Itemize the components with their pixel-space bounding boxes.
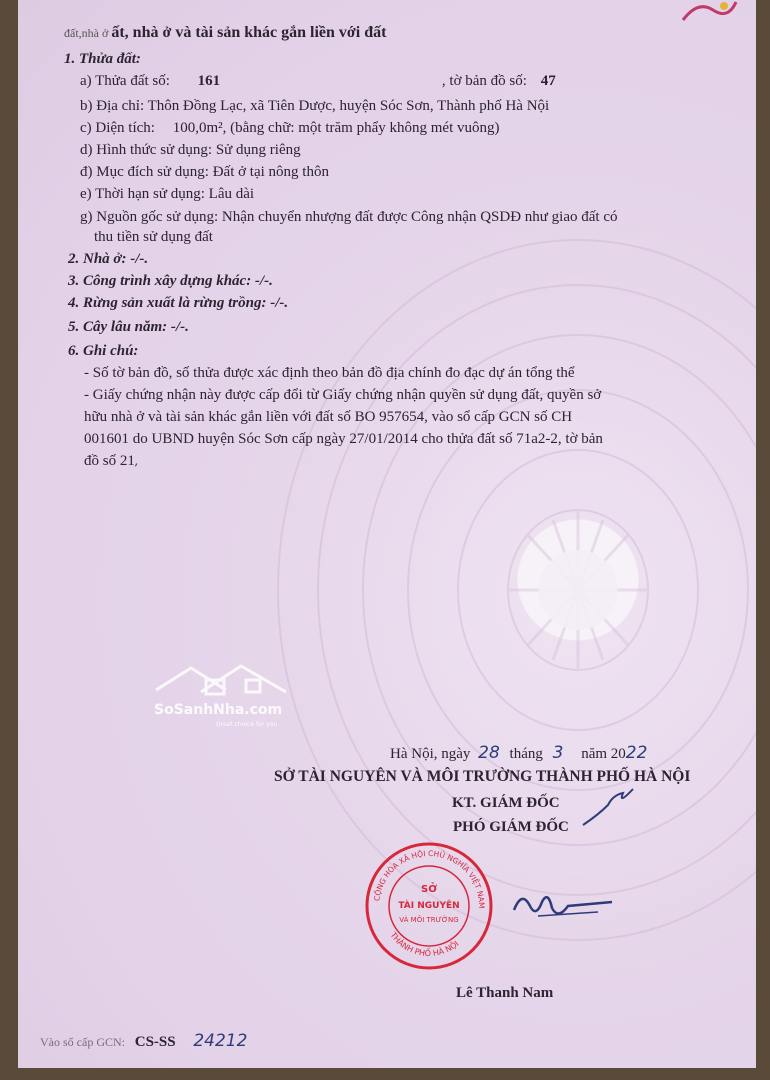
construction-section: 3. Công trình xây dựng khác: -/-. [68,273,273,289]
section-heading [64,24,386,42]
note-line-2: - Giấy chứng nhận này được cấp đổi từ Giấy chứng nhận quyền sử dụng đất, quyền sở [84,387,602,403]
usage-term: e) Thời hạn sử dụng: Lâu dài [80,186,255,202]
date-month: 3 [552,743,564,763]
note-line-3: hữu nhà ở và tài sản khác gắn liền với đất số BO 957654, vào sổ cấp GCN số CH [84,409,573,425]
area-row [80,119,499,137]
stamp-center-line3: VÀ MÔI TRƯỜNG [399,916,459,924]
pen-flourish [578,785,638,835]
certificate-page [18,0,756,1068]
watermark-tagline: Great choice for you [216,721,278,728]
house-section: 2. Nhà ở: -/-. [68,251,149,267]
watermark-brand: SoSanhNha.com [154,702,283,718]
department-name: SỞ TÀI NGUYÊN VÀ MÔI TRƯỜNG THÀNH PHỐ HÀ NỘI [274,768,691,785]
corner-decoration [678,0,738,22]
perennial-section: 5. Cây lâu năm: -/-. [68,319,189,335]
parcel-heading: 1. Thửa đất: [64,51,141,67]
cropped-text: đất,nhà ở [64,26,112,40]
parcel-number: 161 [197,73,221,89]
notes-heading: 6. Ghi chú: [68,343,139,359]
date-prefix: Hà Nội, ngày [390,746,471,762]
pen-mark: , [134,454,139,468]
note-line-1: - Số tờ bản đồ, số thửa được xác định theo bản đồ địa chính đo đạc dự án tổng thể [84,365,575,381]
deputy-director: PHÓ GIÁM ĐỐC [453,819,569,835]
signer-name: Lê Thanh Nam [456,985,554,1001]
area-label: c) Diện tích: [80,120,155,136]
usage-purpose: đ) Mục đích sử dụng: Đất ở tại nông thôn [80,164,329,180]
header-title: ất, nhà ở và tài sản khác gắn liền với đất [111,24,387,41]
parcel-label: a) Thửa đất số: [80,73,170,89]
month-label: tháng [509,746,543,762]
sosanhnha-watermark-logo [146,662,296,732]
usage-origin-line1: g) Nguồn gốc sử dụng: Nhận chuyển nhượng đất được Công nhận QSDĐ như giao đất có [80,209,618,225]
note-line-5-text: đồ số 21 [84,453,135,469]
stamp-top-text: CỘNG HÒA XÃ HỘI CHỦ NGHĨA VIỆT NAM [372,848,487,909]
register-number-handwritten: 24212 [193,1031,248,1051]
register-prefix: Vào sổ cấp GCN: [40,1035,125,1049]
date-year-suffix: 22 [625,743,648,763]
register-number [40,1032,247,1051]
address: b) Địa chỉ: Thôn Đồng Lạc, xã Tiên Dược, huyện Sóc Sơn, Thành phố Hà Nội [80,98,550,114]
forest-section: 4. Rừng sản xuất là rừng trồng: -/-. [68,295,289,311]
svg-text:THÀNH PHỐ HÀ NỘI [388,930,461,958]
parcel-number-row [80,72,556,90]
stamp-bottom-text: THÀNH PHỐ HÀ NỘI [388,930,461,959]
map-number: 47 [540,73,556,89]
stamp-center-line1: SỞ [421,884,437,895]
handwritten-signature [508,880,618,930]
date-day: 28 [478,743,500,763]
year-label: năm 20 [581,746,626,762]
note-line-5 [84,452,139,470]
map-label: , tờ bản đồ số: [441,73,527,89]
usage-form: d) Hình thức sử dụng: Sử dụng riêng [80,142,301,158]
register-series: CS-SS [134,1034,176,1050]
issue-date [390,744,647,763]
usage-origin-line2: thu tiền sử dụng đất [94,229,213,245]
stamp-center-line2: TÀI NGUYÊN [398,901,460,911]
area-value: 100,0m², (bằng chữ: một trăm phẩy không mét vuông) [172,120,500,136]
note-line-4: 001601 do UBND huyện Sóc Sơn cấp ngày 27/01/2014 cho thửa đất số 71a2-2, tờ bản [84,431,603,447]
official-red-stamp [363,840,495,972]
drum-pattern-background [268,230,756,950]
kt-director: KT. GIÁM ĐỐC [452,795,560,811]
